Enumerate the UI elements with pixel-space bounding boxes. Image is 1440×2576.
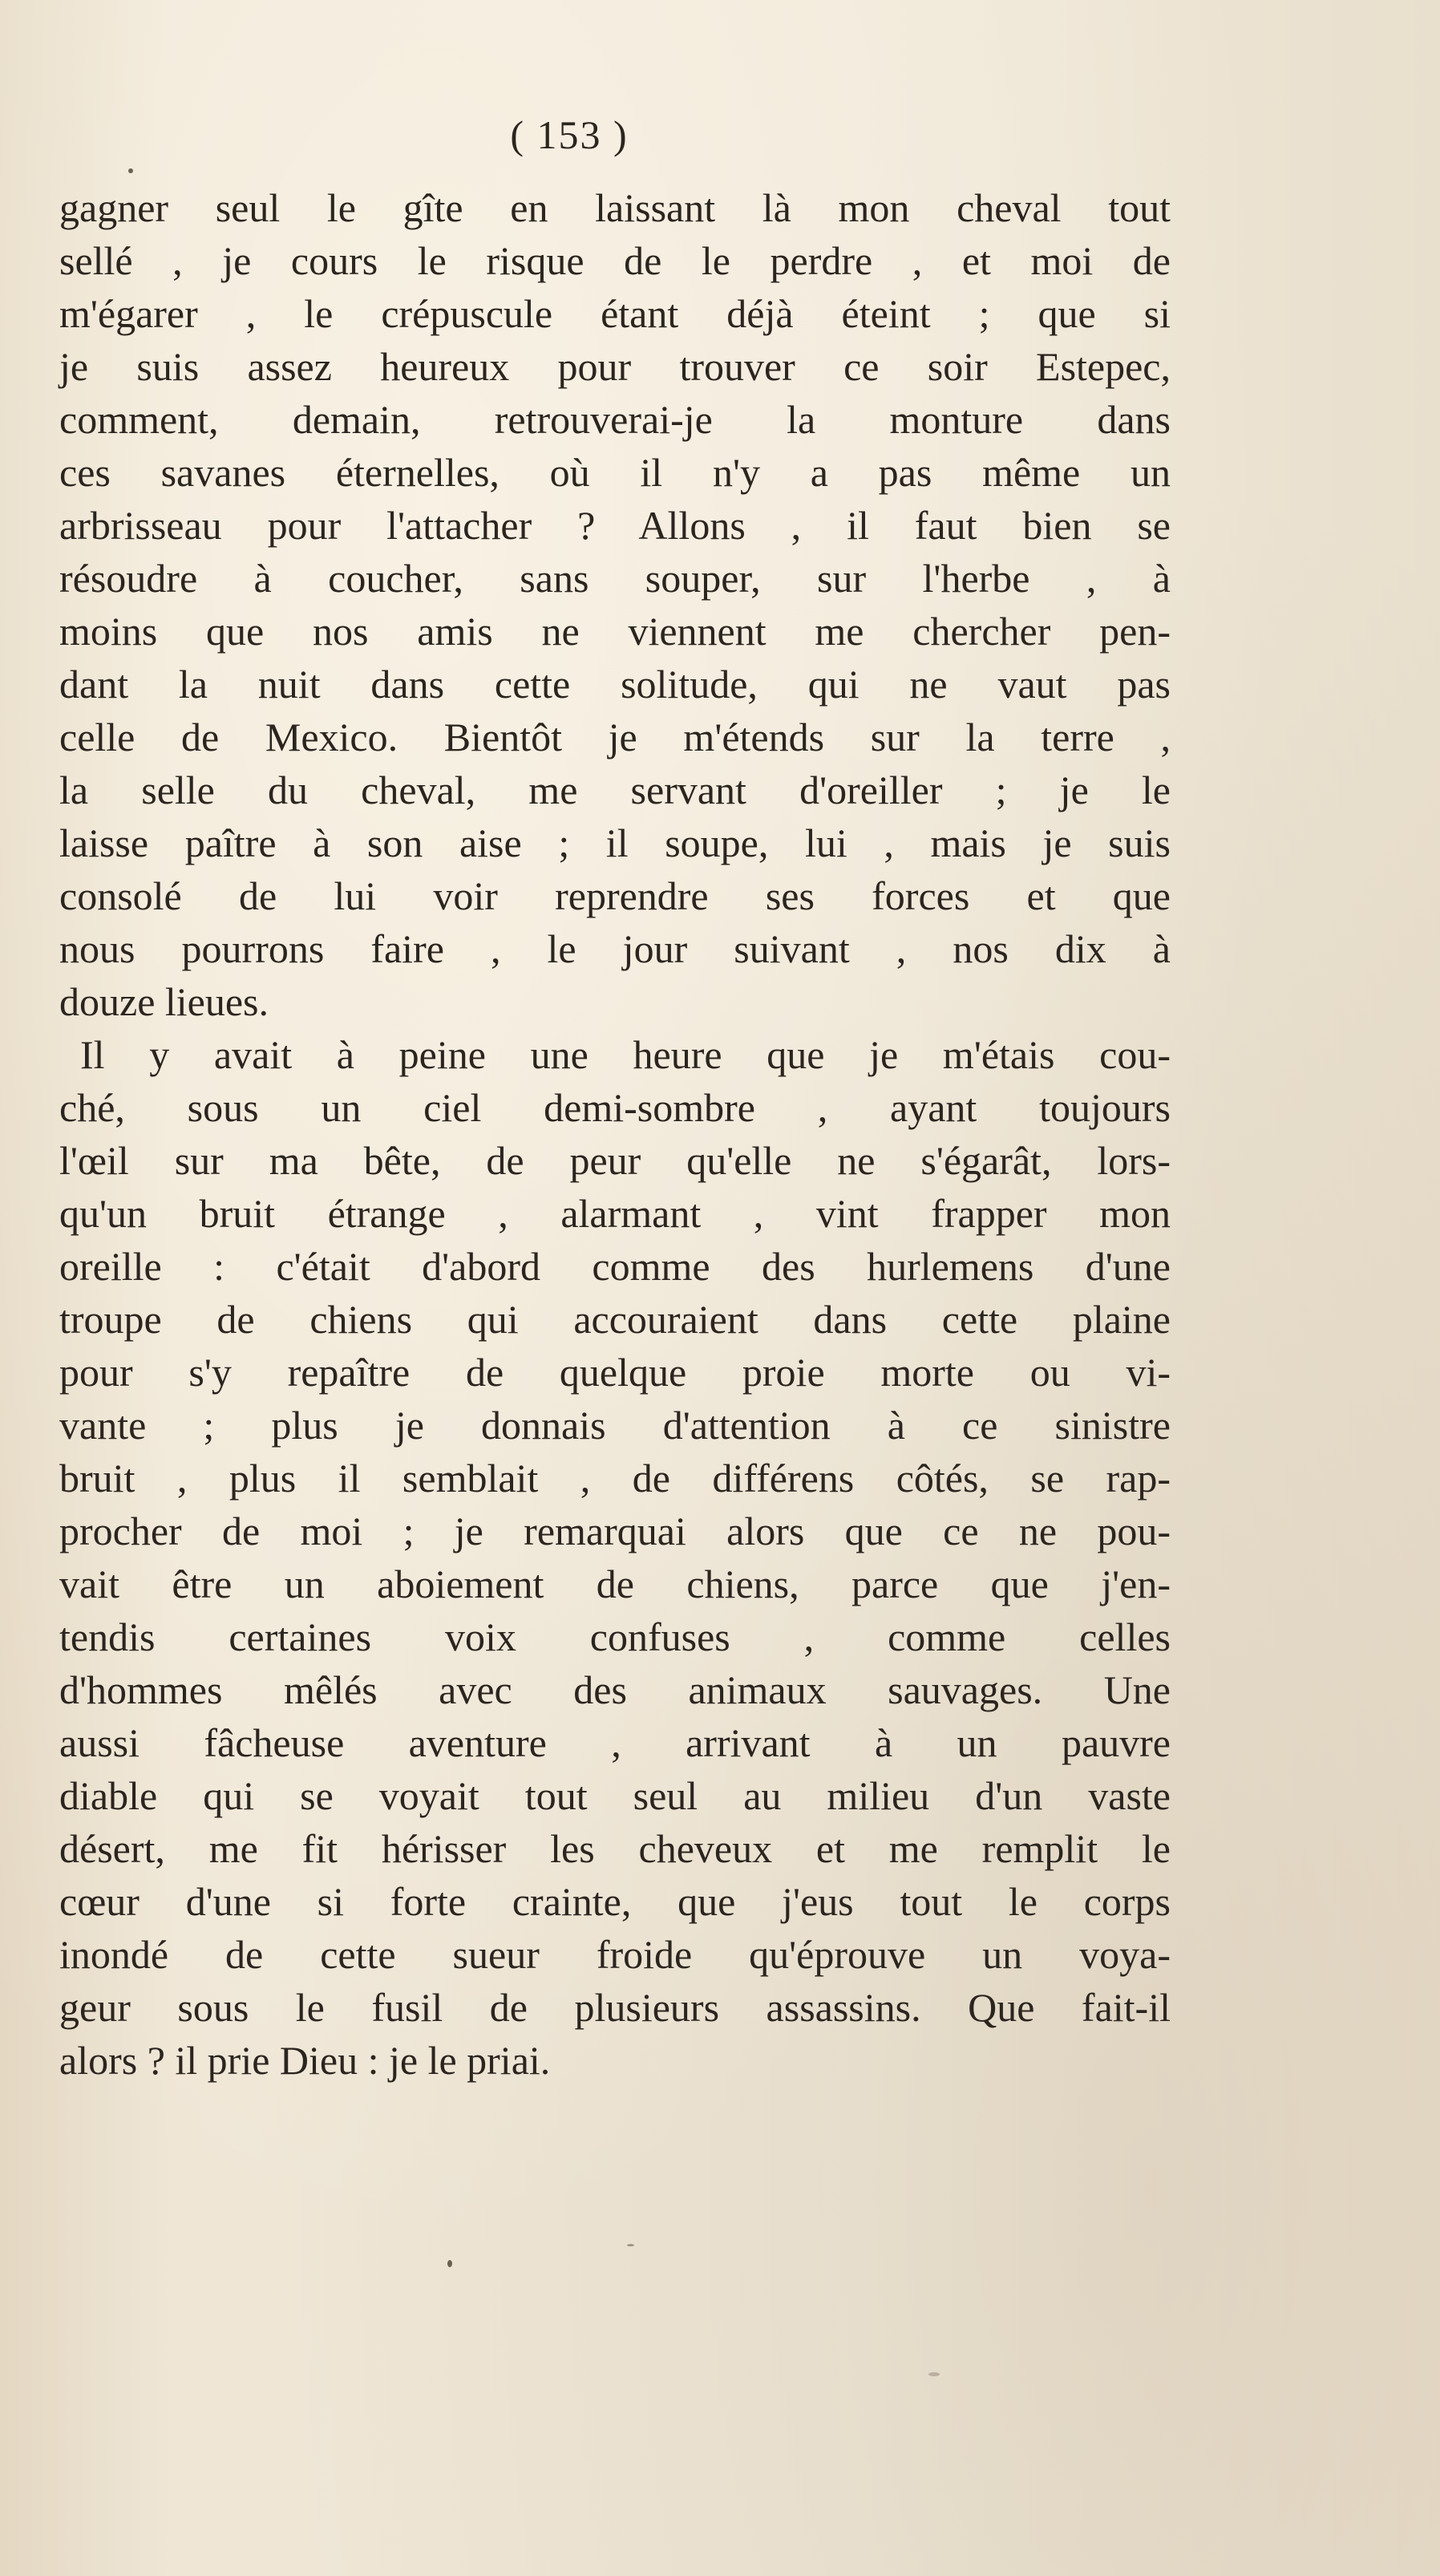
text-line: inondé de cette sueur froide qu'éprouve un voya- bbox=[59, 1932, 1171, 1977]
paper-speck bbox=[447, 2260, 452, 2267]
page-number: ( 153 ) bbox=[510, 112, 629, 157]
text-line: vait être un aboiement de chiens, parce que j'en- bbox=[59, 1561, 1171, 1606]
paper-speck bbox=[627, 2244, 634, 2246]
text-line: la selle du cheval, me servant d'oreiller ; je le bbox=[59, 768, 1171, 812]
text-line: moins que nos amis ne viennent me chercher pen- bbox=[59, 609, 1171, 654]
text-line: laisse paître à son aise ; il soupe, lui , mais je suis bbox=[59, 820, 1171, 865]
text-line: pour s'y repaître de quelque proie morte ou vi- bbox=[59, 1350, 1171, 1395]
text-line: consolé de lui voir reprendre ses forces et que bbox=[59, 873, 1171, 918]
text-line: tendis certaines voix confuses , comme celles bbox=[59, 1614, 1171, 1659]
paper-speck bbox=[928, 2372, 940, 2376]
text-line: désert, me fit hérisser les cheveux et me remplit le bbox=[59, 1826, 1171, 1871]
text-line: qu'un bruit étrange , alarmant , vint frapper mon bbox=[59, 1191, 1171, 1236]
text-line: résoudre à coucher, sans souper, sur l'herbe , à bbox=[59, 556, 1171, 601]
text-line: celle de Mexico. Bientôt je m'étends sur la terre , bbox=[59, 715, 1171, 759]
text-line: procher de moi ; je remarquai alors que ce ne pou- bbox=[59, 1509, 1171, 1553]
text-line: douze lieues. bbox=[59, 979, 269, 1024]
text-line: geur sous le fusil de plusieurs assassins. Que fait-il bbox=[59, 1985, 1171, 2030]
text-line: sellé , je cours le risque de le perdre , et moi de bbox=[59, 238, 1171, 283]
text-line: aussi fâcheuse aventure , arrivant à un pauvre bbox=[59, 1720, 1171, 1765]
text-line: gagner seul le gîte en laissant là mon cheval tout bbox=[59, 185, 1171, 230]
paragraph-2 bbox=[59, 1028, 1171, 2087]
text-line: troupe de chiens qui accouraient dans cette plaine bbox=[59, 1297, 1171, 1342]
text-line: dant la nuit dans cette solitude, qui ne vaut pas bbox=[59, 662, 1171, 707]
body-text bbox=[59, 181, 1171, 2087]
paper-speck bbox=[128, 168, 133, 173]
text-line: nous pourrons faire , le jour suivant , nos dix à bbox=[59, 926, 1171, 971]
text-line: je suis assez heureux pour trouver ce soir Estepec, bbox=[59, 344, 1171, 389]
text-line: alors ? il prie Dieu : je le priai. bbox=[59, 2038, 551, 2083]
text-line: cœur d'une si forte crainte, que j'eus tout le corps bbox=[59, 1879, 1171, 1924]
text-line: arbrisseau pour l'attacher ? Allons , il faut bien se bbox=[59, 503, 1171, 548]
text-line: l'œil sur ma bête, de peur qu'elle ne s'égarât, lors- bbox=[59, 1138, 1171, 1183]
text-line: comment, demain, retrouverai-je la monture dans bbox=[59, 397, 1171, 442]
text-line: d'hommes mêlés avec des animaux sauvages. Une bbox=[59, 1667, 1171, 1712]
text-line: m'égarer , le crépuscule étant déjà éteint ; que si bbox=[59, 291, 1171, 336]
text-line: ché, sous un ciel demi-sombre , ayant toujours bbox=[59, 1085, 1171, 1130]
text-line: bruit , plus il semblait , de différens côtés, se rap- bbox=[59, 1456, 1171, 1501]
text-line: ces savanes éternelles, où il n'y a pas même un bbox=[59, 450, 1171, 495]
text-line: diable qui se voyait tout seul au milieu d'un vaste bbox=[59, 1773, 1171, 1818]
text-line: oreille : c'était d'abord comme des hurlemens d'une bbox=[59, 1244, 1171, 1289]
text-line: vante ; plus je donnais d'attention à ce sinistre bbox=[59, 1403, 1171, 1448]
text-line: Il y avait à peine une heure que je m'étais cou- bbox=[80, 1032, 1171, 1077]
paragraph-1 bbox=[59, 181, 1171, 1028]
